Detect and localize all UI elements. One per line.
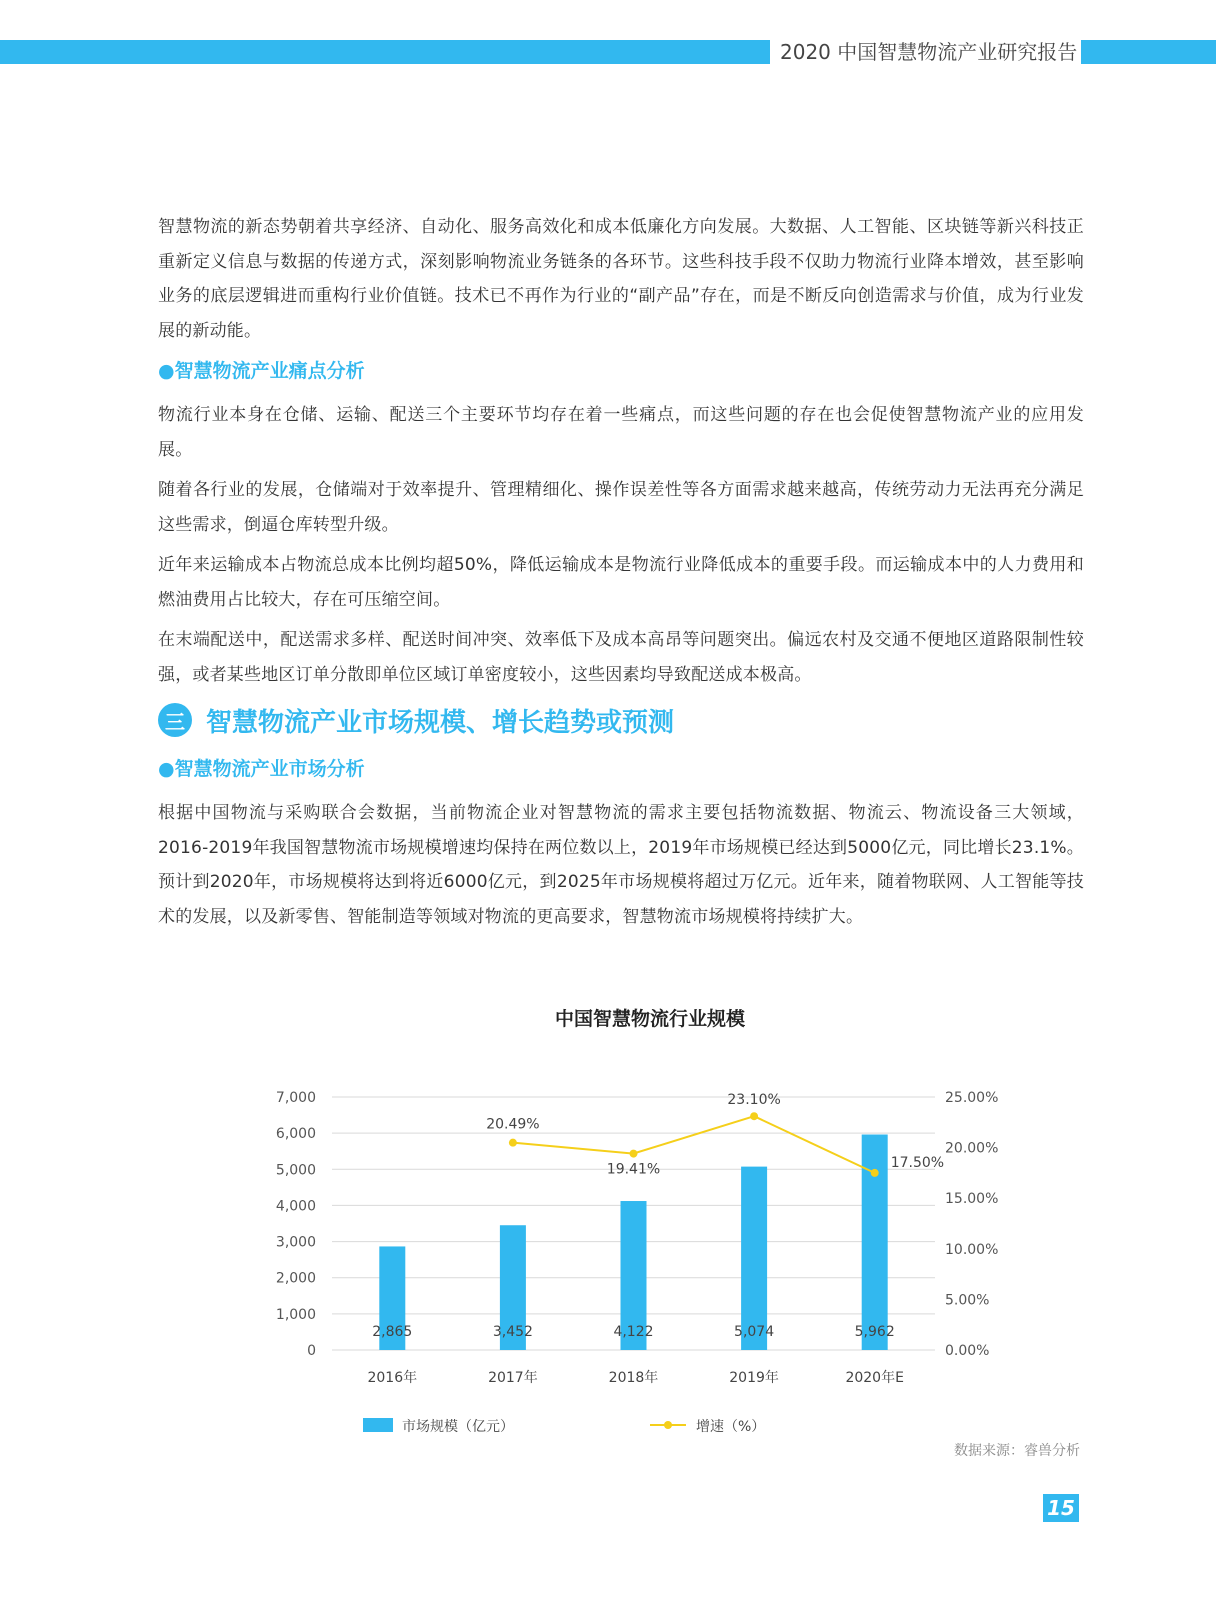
x-tick-label: 2018年 [608,1370,659,1386]
right-tick-label: 25.00% [945,1090,999,1106]
legend-line-label: 增速（%） [696,1419,766,1435]
x-tick-label: 2020年E [845,1370,904,1386]
right-tick-label: 10.00% [945,1241,999,1258]
right-tick-label: 20.00% [945,1140,999,1157]
bar-value-label: 4,122 [613,1324,654,1340]
right-tick-label: 5.00% [945,1292,990,1309]
left-tick-label: 7,000 [275,1090,316,1106]
left-tick-label: 6,000 [275,1126,316,1143]
page-number: 15 [1043,1494,1079,1522]
section-title: 智慧物流产业市场规模、增长趋势或预测 [206,707,675,738]
legend-line-marker [664,1421,672,1429]
pain-paragraph-1: 物流行业本身在仓储、运输、配送三个主要环节均存在着一些痛点，而这些问题的存在也会促使智慧物流产业的应用发展。 [158,405,1084,460]
market-paragraph: 根据中国物流与采购联合会数据，当前物流企业对智慧物流的需求主要包括物流数据、物流云、物流设备三大领域， 2016-2019年我国智慧物流市场规模增速均保持在两位数以上，2019年市场规模已经达到5000亿元，同比增长23.1%。预计到2020年，市场规模将达到将近6000亿元，到2025年市场规模将超过万亿元。近年来，随着物联网、人工智能等技术的发展，以及新零售、智能制造等领域对物流的更高要求，智慧物流市场规模将持续扩大。 [158,803,1084,927]
legend-bar-swatch [363,1418,393,1432]
growth-point [509,1139,517,1147]
bar-value-label: 2,865 [372,1324,413,1340]
bar [741,1167,767,1350]
growth-line [513,1116,875,1173]
growth-value-label: 20.49% [486,1116,540,1133]
data-source: 数据来源：睿兽分析 [954,1443,1080,1459]
growth-value-label: 17.50% [890,1154,945,1171]
bar-value-label: 5,074 [734,1324,775,1340]
section-number-icon: 三 [158,703,192,737]
growth-point [750,1112,758,1120]
x-tick-label: 2019年 [729,1370,779,1386]
growth-value-label: 19.41% [606,1161,661,1178]
header-bar-left [0,40,770,64]
growth-value-label: 23.10% [727,1092,781,1109]
pain-paragraph-3: 近年来运输成本占物流总成本比例均超50%，降低运输成本是物流行业降低成本的重要手段。而运输成本中的人力费用和燃油费用占比较大，存在可压缩空间。 [158,555,1084,610]
left-tick-label: 2,000 [275,1270,316,1287]
bar-value-label: 5,962 [854,1324,895,1340]
left-tick-label: 1,000 [275,1306,316,1323]
left-tick-label: 0 [307,1343,316,1359]
chart-svg [250,1000,1050,1440]
market-heading: ●智慧物流产业市场分析 [158,758,365,780]
legend-bar-label: 市场规模（亿元） [402,1419,514,1435]
left-tick-label: 4,000 [275,1198,316,1215]
right-tick-label: 15.00% [945,1191,999,1208]
left-tick-label: 5,000 [275,1162,316,1179]
growth-point [871,1169,879,1177]
pain-paragraph-4: 在末端配送中，配送需求多样、配送时间冲突、效率低下及成本高昂等问题突出。偏远农村及交通不便地区道路限制性较强，或者某些地区订单分散即单位区域订单密度较小，这些因素均导致配送成本极高。 [158,630,1084,685]
market-size-chart [250,1000,1050,1440]
chart-title: 中国智慧物流行业规模 [554,1008,746,1030]
section-heading [158,698,1084,742]
report-title: 2020 中国智慧物流产业研究报告 [780,40,1078,64]
header-bar-right [1081,40,1216,64]
growth-point [630,1150,638,1158]
x-tick-label: 2016年 [367,1370,418,1386]
main-content [158,210,1084,940]
bar-value-label: 3,452 [492,1324,533,1340]
pain-paragraph-2: 随着各行业的发展，仓储端对于效率提升、管理精细化、操作误差性等各方面需求越来越高，传统劳动力无法再充分满足这些需求，倒逼仓库转型升级。 [158,480,1084,535]
intro-paragraph: 智慧物流的新态势朝着共享经济、自动化、服务高效化和成本低廉化方向发展。大数据、人工智能、区块链等新兴科技正重新定义信息与数据的传递方式，深刻影响物流业务链条的各环节。这些科技手段不仅助力物流行业降本增效，甚至影响业务的底层逻辑进而重构行业价值链。技术已不再作为行业的“副产品”存在，而是不断反向创造需求与价值，成为行业发展的新动能。 [158,217,1084,341]
left-tick-label: 3,000 [275,1234,316,1251]
right-tick-label: 0.00% [945,1343,990,1359]
pain-point-heading: ●智慧物流产业痛点分析 [158,360,365,382]
x-tick-label: 2017年 [488,1370,538,1386]
bar [862,1135,888,1350]
